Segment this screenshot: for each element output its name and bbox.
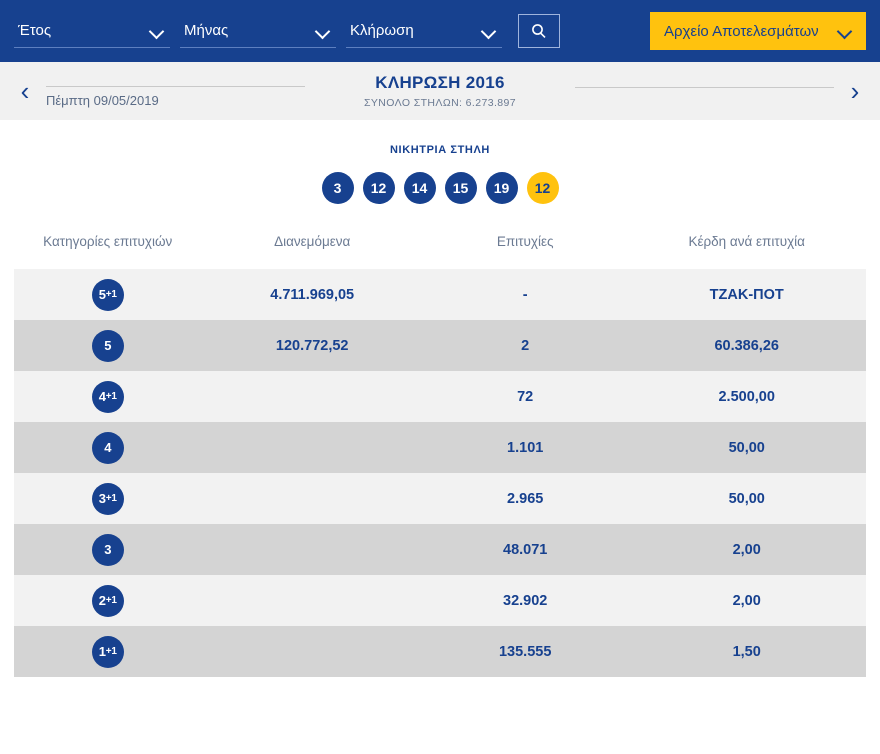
category-cell [14, 575, 201, 626]
year-select-label: Έτος [18, 22, 52, 39]
chevron-down-icon [316, 24, 330, 38]
draw-select-label: Κλήρωση [350, 22, 414, 39]
distributed-cell [201, 371, 423, 422]
previous-draw-info[interactable] [36, 75, 315, 108]
distributed-cell [201, 626, 423, 677]
winners-cell: 2.965 [507, 490, 544, 507]
year-select[interactable] [14, 14, 170, 48]
prize-cell: 1,50 [732, 643, 761, 660]
results-table [14, 222, 866, 677]
winning-number-ball: 14 [404, 172, 436, 204]
category-cell [14, 422, 201, 473]
chevron-down-icon [482, 24, 496, 38]
prize-cell: 60.386,26 [714, 337, 779, 354]
distributed-cell [201, 473, 423, 524]
prize-cell: 50,00 [728, 490, 765, 507]
draw-total-columns: ΣΥΝΟΛΟ ΣΤΗΛΩΝ: 6.273.897 [363, 97, 516, 109]
chevron-down-icon [838, 24, 852, 38]
month-select[interactable] [180, 14, 336, 48]
search-button[interactable] [518, 14, 560, 48]
table-row [14, 524, 866, 575]
previous-draw-button[interactable]: ‹ [20, 76, 30, 106]
winners-cell: 135.555 [498, 643, 552, 660]
column-header-prize: Κέρδη ανά επιτυχία [688, 234, 805, 249]
filter-toolbar [0, 0, 880, 62]
prize-cell: 50,00 [728, 439, 765, 456]
winning-column-section [0, 120, 880, 222]
divider [46, 75, 305, 87]
category-badge: 2 +1 [92, 585, 124, 617]
table-row [14, 575, 866, 626]
category-cell [14, 524, 201, 575]
table-row [14, 269, 866, 320]
category-badge: 1 +1 [92, 636, 124, 668]
category-badge: 5 [92, 330, 124, 362]
category-cell [14, 320, 201, 371]
distributed-cell: 4.711.969,05 [270, 286, 355, 303]
results-table-container [0, 222, 880, 677]
winners-cell: 72 [517, 388, 534, 405]
table-row [14, 626, 866, 677]
category-cell [14, 473, 201, 524]
column-header-winners: Επιτυχίες [496, 234, 554, 249]
joker-number-ball: 12 [527, 172, 559, 204]
divider [575, 76, 834, 88]
search-icon [531, 23, 547, 39]
winners-cell: 1.101 [507, 439, 544, 456]
winners-cell: 32.902 [503, 592, 548, 609]
category-cell [14, 269, 201, 320]
prize-cell: 2.500,00 [718, 388, 775, 405]
distributed-cell [201, 575, 423, 626]
winning-number-ball: 15 [445, 172, 477, 204]
winning-numbers [0, 172, 880, 204]
next-draw-button[interactable]: › [850, 76, 860, 106]
results-table-body [14, 269, 866, 677]
chevron-down-icon [150, 24, 164, 38]
distributed-cell [201, 524, 423, 575]
winning-number-ball: 12 [363, 172, 395, 204]
category-cell [14, 626, 201, 677]
prize-cell: ΤΖΑΚ-ΠΟΤ [709, 286, 784, 303]
winning-number-ball: 19 [486, 172, 518, 204]
column-header-categories: Κατηγορίες επιτυχιών [43, 234, 173, 249]
current-draw-info [315, 73, 565, 109]
results-archive-label: Αρχείο Αποτελεσμάτων [664, 22, 819, 40]
winners-cell: 48.071 [503, 541, 548, 558]
draw-select[interactable] [346, 14, 502, 48]
winners-cell: 2 [521, 337, 530, 354]
category-badge: 3 +1 [92, 483, 124, 515]
draw-navigation [0, 62, 880, 120]
table-header-row [14, 222, 866, 269]
next-draw-date [575, 100, 834, 106]
draw-title: ΚΛΗΡΩΣΗ 2016 [375, 73, 505, 92]
category-cell [14, 371, 201, 422]
table-row [14, 422, 866, 473]
distributed-cell: 120.772,52 [275, 337, 349, 354]
prize-cell: 2,00 [732, 592, 761, 609]
table-row [14, 473, 866, 524]
winning-column-title: ΝΙΚΗΤΡΙΑ ΣΤΗΛΗ [390, 144, 490, 156]
category-badge: 5 +1 [92, 279, 124, 311]
category-badge: 4 +1 [92, 381, 124, 413]
column-header-distributed: Διανεμόμενα [274, 234, 351, 249]
category-badge: 3 [92, 534, 124, 566]
table-row [14, 320, 866, 371]
results-archive-button[interactable] [650, 12, 866, 50]
table-row [14, 371, 866, 422]
winners-cell: - [522, 286, 528, 303]
previous-draw-date: Πέμπτη 09/05/2019 [46, 92, 159, 108]
category-badge: 4 [92, 432, 124, 464]
month-select-label: Μήνας [184, 22, 229, 39]
winning-number-ball: 3 [322, 172, 354, 204]
next-draw-info[interactable] [565, 76, 844, 106]
prize-cell: 2,00 [732, 541, 761, 558]
distributed-cell [201, 422, 423, 473]
